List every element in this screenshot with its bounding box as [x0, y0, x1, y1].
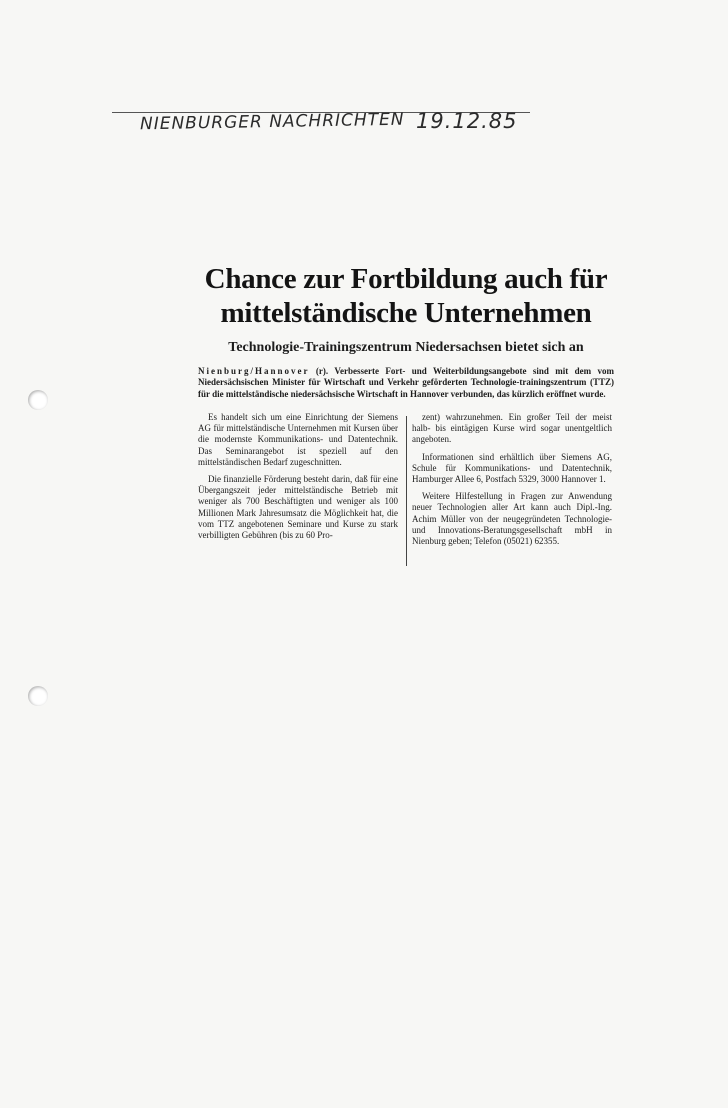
- dateline: Nienburg/Hannover: [198, 366, 310, 376]
- lead-text: (r). Verbesserte Fort- und Weiterbildungsangebote sind mit dem vom Niedersächsischen Minister für Wirtschaft und Verkehr geförderten Technologie-trainingszentrum (TTZ) für die mittelständische niedersächsische Wirtschaft in Hannover verbunden, das kürzlich eröffnet wurde.: [198, 366, 615, 399]
- paragraph: zent) wahrzunehmen. Ein großer Teil der meist halb- bis eintägigen Kurse wird sogar unentgeltlich angeboten.: [412, 412, 612, 445]
- paragraph: Es handelt sich um eine Einrichtung der Siemens AG für mittelständische Unternehmen mit Kursen über die modernste Kommunikations- und Datentechnik. Das Seminarangebot ist speziell auf den mittelständischen Bedarf zugeschnitten.: [198, 412, 398, 467]
- punch-hole-top: [28, 390, 48, 410]
- column-right: [412, 412, 612, 553]
- paragraph: Die finanzielle Förderung besteht darin, daß für eine Übergangszeit jeder mittelständische Betrieb mit weniger als 700 Beschäftigten und weniger als 100 Millionen Mark Jahresumsatz die Möglichkeit hat, die vom TTZ angebotenen Seminare und Kurse zu stark verbilligten Gebühren (bis zu 60 Pro-: [198, 474, 398, 541]
- newspaper-clipping: [196, 262, 616, 547]
- paragraph: Informationen sind erhältlich über Siemens AG, Schule für Kommunikations- und Datentechnik, Hamburger Allee 6, Postfach 5329, 3000 Hannover 1.: [412, 451, 612, 485]
- headline-line-2: mittelständische Unternehmen: [220, 297, 592, 329]
- paragraph: Weitere Hilfestellung in Fragen zur Anwendung neuer Technologien aller Art kann auch Dipl.-Ing. Achim Müller von der neugegründeten Technologie- und Innovations-Beratungsgesellschaft mbH in Nienburg geben; Telefon (05021) 62355.: [412, 491, 612, 547]
- column-left: [198, 412, 398, 547]
- headline: [196, 262, 616, 330]
- column-divider: [406, 416, 407, 566]
- handwritten-source: NIENBURGER NACHRICHTEN: [139, 109, 405, 135]
- lead-paragraph: [198, 366, 614, 400]
- subheadline: Technologie-Trainingszentrum Niedersachsen bietet sich an: [228, 340, 584, 355]
- punch-hole-bottom: [28, 686, 48, 706]
- handwritten-date: 19.12.85: [416, 109, 518, 133]
- headline-line-1: Chance zur Fortbildung auch für: [204, 263, 608, 295]
